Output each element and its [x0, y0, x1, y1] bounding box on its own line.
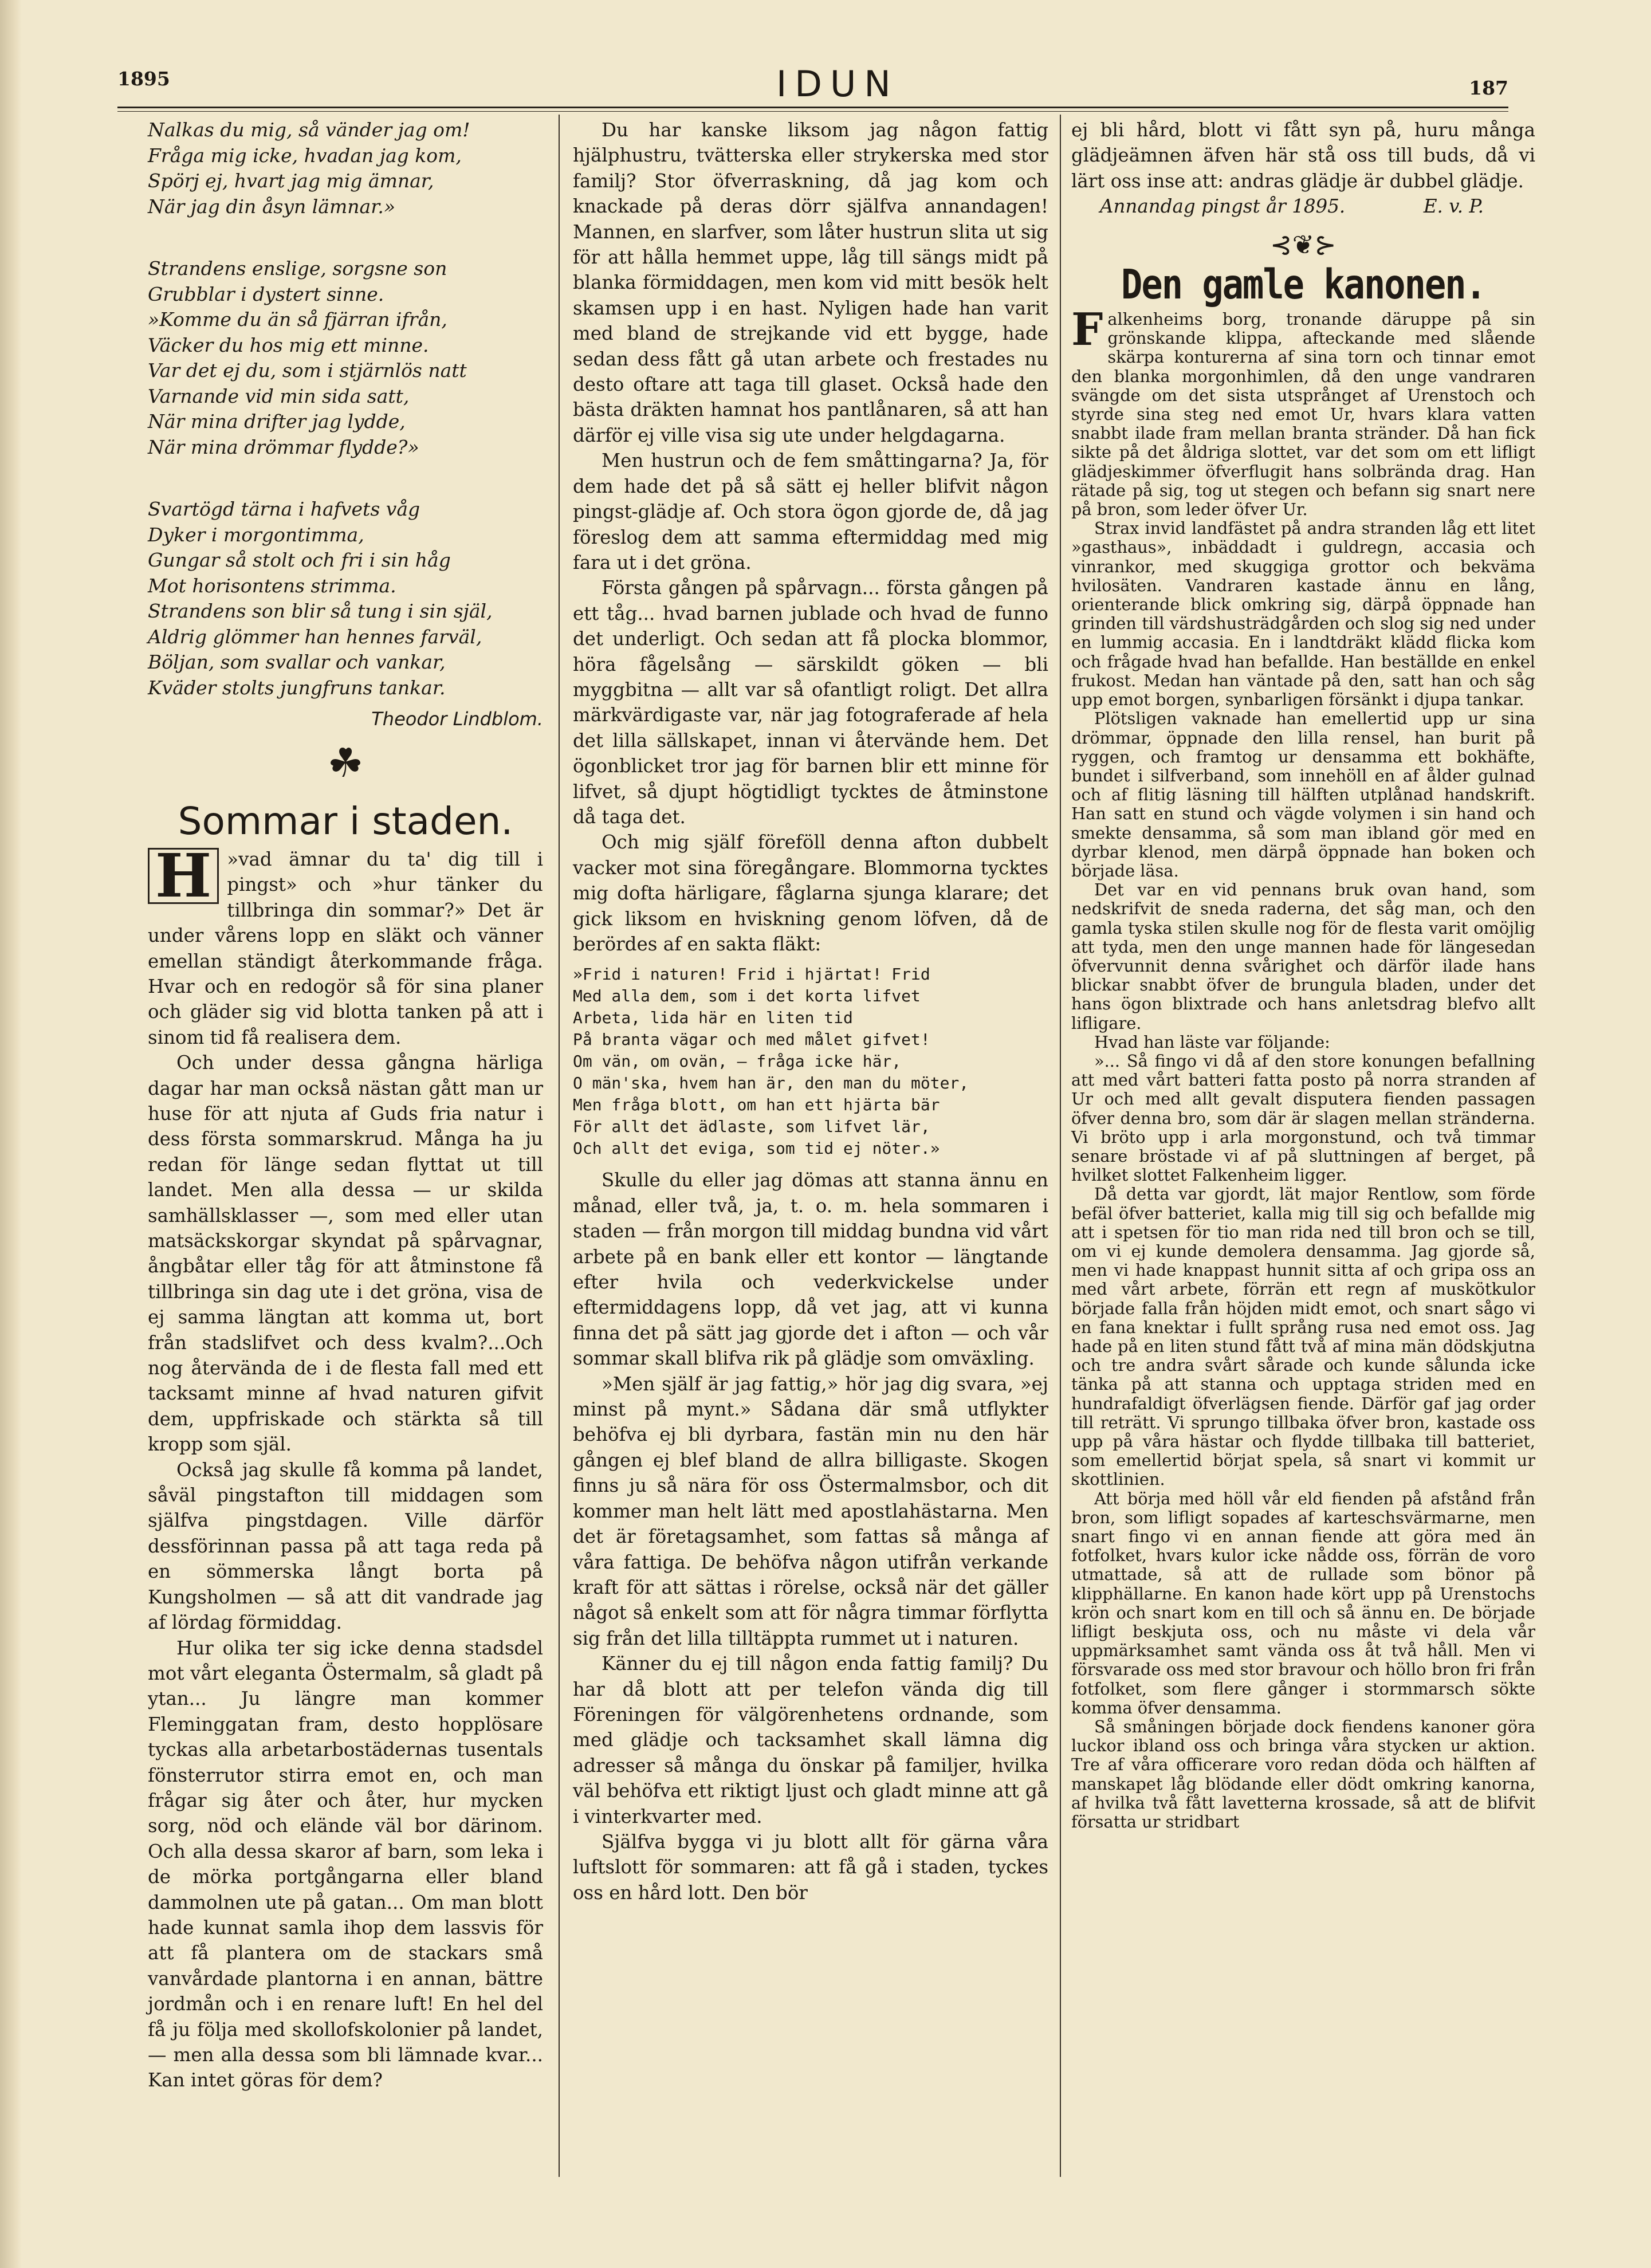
- page-edge-shadow: [0, 0, 22, 2268]
- year: 1895: [117, 68, 170, 90]
- paragraph: Och under dessa gångna härliga dagar har man också nästan gått man ur huse för att njuta af Guds fria natur i dess första sommarskrud. Många ha ju redan för länge sedan flyttat ut till landet. Men alla dessa — ur skilda samhällsklasser —, som med eller utan matsäckskorgar skyndat på spårvagnar, ångbåtar eller tåg för att åtminstone få tillbringa sin dag ute i det gröna, visa de ej samma längtan att komma ut, bort från stadslifvet och dess kvalm?...Och nog återvända de i de flesta fall med ett tacksamt minne af hvad naturen gifvit dem, uppfriskade och stärkta så till kropp som själ.: [148, 1052, 543, 1456]
- poem-line: Gungar så stolt och fri i sin håg: [148, 549, 451, 571]
- drop-cap: F: [1071, 304, 1103, 356]
- poem-line: Men fråga blott, om han ett hjärta bär: [573, 1095, 940, 1115]
- column-1: [148, 117, 543, 2093]
- drop-cap: H: [148, 848, 219, 904]
- paragraph: Plötsligen vaknade han emellertid upp ur sina drömmar, öppnade den lilla rensel, han burit på ryggen, och framtog ur densamma ett bokhäfte, bundet i silfverband, som innehöll en af ålder gulnad och af flitig läsning till hälften utplånad handskrift. Han satt en stund och vägde volymen i sin hand och smekte densamma, så som man ibland gör med en dyrbar klenod, men därpå öppnade han boken och började läsa.: [1071, 709, 1535, 881]
- paragraph: Första gången på spårvagn... första gången på ett tåg... hvad barnen jublade och hvad de funno det underligt. Och sedan att få plocka blommor, höra fågelsång — särskildt göken — bli myggbitna — allt var så ofantligt roligt. Det allra märkvärdigaste var, när jag fotograferade af hela det lilla sällskapet, innan vi återvände hem. Det ögonblicket tror jag för barnen blir ett minne för lifvet, så djupt högtidligt tycktes de åtminstone då taga det.: [573, 577, 1048, 828]
- poem-line: Och allt det eviga, som tid ej nöter.»: [573, 1139, 940, 1158]
- poem-line: Nalkas du mig, så vänder jag om!: [148, 119, 470, 141]
- column-divider: [559, 115, 560, 2177]
- poem: [148, 117, 543, 732]
- poem-line: Dyker i morgontimma,: [148, 523, 364, 546]
- paragraph: Själfva bygga vi ju blott allt för gärna våra luftslott för sommaren: att få gå i staden, tyckes oss en hård lott. Den bör: [573, 1830, 1048, 1904]
- quoted-poem: [573, 964, 1048, 1159]
- poem-line: Kväder stolts jungfruns tankar.: [148, 676, 446, 699]
- masthead: IDUN: [776, 63, 899, 105]
- paragraph: »Men själf är jag fattig,» hör jag dig svara, »ej minst på mynt.» Sådana där små utflykter behöfva ej bli dyrbara, fastän min nu den här gången ej blef bland de allra billigaste. Skogen finns ju så nära för oss Östermalmsbor, och dit kommer man helt lätt med apostlahästarna. Men det är företagsamhet, som fattas så många af våra fattiga. De behöfva någon utifrån verkande kraft för att sättas i rörelse, också när det gäller något så enkelt som att för några timmar förflytta sig från det lilla tilltäppta rummet ut i naturen.: [573, 1373, 1048, 1649]
- poem-stanza: [148, 497, 543, 701]
- signature: E. v. P.: [1423, 195, 1484, 218]
- poem-author: Theodor Lindblom.: [371, 708, 543, 730]
- poem-line: Med alla dem, som i det korta lifvet: [573, 986, 921, 1006]
- header-rule-thin: [117, 111, 1508, 112]
- poem-line: Spörj ej, hvart jag mig ämnar,: [148, 170, 434, 192]
- poem-line: Böljan, som svallar och vankar,: [148, 651, 446, 673]
- divider-ornament-icon: ⊰❦⊱: [1270, 229, 1336, 260]
- poem-line: Varnande vid min sida satt,: [148, 384, 410, 407]
- page-header: [117, 63, 1508, 108]
- paragraph: Du har kanske liksom jag någon fattig hjälphustru, tvätterska eller strykerska med stor familj? Stor öfverraskning, då jag kom och knackade på deras dörr själfva annandagen! Mannen, en slarfver, som låter hustrun slita ut sig för att hålla hemmet uppe, låg till sängs midt på blanka förmiddagen, men kom vid mitt besök helt skamsen upp i en hast. Nyligen hade han varit med bland de strejkande vid ett bygge, hade sedan dess fått gå utan arbete och frestades nu desto oftare att taga till glaset. Också hade den bästa dräkten hamnat hos pantlånaren, så att han därför ej ville visa sig ute under helgdagarna.: [573, 119, 1048, 446]
- poem-line: När mina drömmar flydde?»: [148, 435, 419, 458]
- paragraph: Känner du ej till någon enda fattig familj? Du har då blott att per telefon vända dig till Föreningen för välgörenhetens ordnande, som med glädje och tacksamhet skall lämna dig adresser så många du önskar på familjer, hvilka väl behöfva ett riktigt ljust och gladt minne att gå i vinterkvarter med.: [573, 1653, 1048, 1827]
- poem-line: När mina drifter jag lydde,: [148, 410, 406, 433]
- poem-line: När jag din åsyn lämnar.»: [148, 195, 396, 218]
- poem-line: O män'ska, hvem han är, den man du möter,: [573, 1074, 969, 1093]
- paragraph: Strax invid landfästet på andra stranden låg ett litet »gasthaus», inbäddadt i guldregn, accasia och vinrankor, med skuggiga grottor och bekväma hvilosäten. Vandraren kastade ännu en lång, orienterande blick omkring sig, därpå öppnade han grinden till värdshusträdgården och slog sig ned under en lummig accasia. En i landtdräkt klädd flicka kom och frågade hvad han befallde. Han beställde en enkel frukost. Medan han väntade på den, satt han och såg upp emot borgen, synbarligen försänkt i djupa tankar.: [1071, 518, 1535, 710]
- poem-line: »Komme du än så fjärran ifrån,: [148, 308, 447, 331]
- page-number: 187: [1469, 77, 1508, 99]
- poem-line: På branta vägar och med målet gifvet!: [573, 1030, 930, 1050]
- paragraph: Också jag skulle få komma på landet, såväl pingstafton till middagen som själfva pingstdagen. Ville därför dessförinnan passa på att taga reda på en sömmerska långt borta på Kungsholmen — så att dit vandrade jag af lördag förmiddag.: [148, 1459, 543, 1634]
- leaf-ornament-icon: ☘: [327, 739, 364, 787]
- paragraph: Då detta var gjordt, lät major Rentlow, som förde befäl öfver batteriet, kalla mig till sig och befallde mig att i spetsen för tio man rida ned till bron och se till, om vi ej kunde demolera densamma. Jag gjorde så, men vi hade knappast hunnit sitta af och gripa oss an med vårt arbete, förrän ett regn af muskötkulor började falla från höjden midt emot, och snart sågo vi en fana knektar i fullt språng rusa ned emot oss. Jag hade på en liten stund fått två af mina män dödskjutna och tre andra svårt sårade och kunde sålunda icke tänka på att stanna och upptaga striden med en hundrafaldigt öfverlägsen fiende. Därför gaf jag order till reträtt. Vi sprungo tillbaka öfver bron, kastade oss upp på våra hästar och flydde tillbaka till batteriet, som emellertid börjat spela, så snart vi kommit ur skottlinien.: [1071, 1184, 1535, 1489]
- poem-stanza: [148, 256, 543, 460]
- poem-line: Fråga mig icke, hvadan jag kom,: [148, 144, 462, 167]
- poem-line: Var det ej du, som i stjärnlös natt: [148, 359, 467, 382]
- poem-line: Mot horisontens strimma.: [148, 574, 396, 597]
- paragraph: »... Så fingo vi då af den store konungen befallning att med vårt batteri fatta posto på norra stranden af Ur och med allt gevalt disputera fienden passagen öfver denna bro, som där är slagen mellan stränderna. Vi bröto upp i arla morgonstund, och två timmar senare bröstade vi af på sluttningen af berget, på hvilket slottet Falkenheim ligger.: [1071, 1051, 1535, 1185]
- poem-line: Svartögd tärna i hafvets våg: [148, 498, 420, 520]
- article-title: Den gamle kanonen.: [1121, 260, 1485, 308]
- poem-line: Grubblar i dystert sinne.: [148, 282, 384, 305]
- poem-line: Strandens enslige, sorgsne son: [148, 257, 447, 280]
- poem-line: Väcker du hos mig ett minne.: [148, 333, 429, 356]
- paragraph: Men hustrun och de fem småttingarna? Ja, för dem hade det på så sätt ej heller blifvit någon pingst-glädje af. Och stora ögon gjorde de, då jag föreslog dem att samma eftermiddag med mig fara ut i det gröna.: [573, 450, 1048, 573]
- paragraph: Hvad han läste var följande:: [1094, 1032, 1330, 1052]
- paragraph: Det var en vid pennans bruk ovan hand, som nedskrifvit de sneda raderna, det såg man, och den gamla tyska stilen skulle nog för de flesta varit omöjlig att tyda, men den unge mannen hade för längesedan öfvervunnit denna svårighet och därför ilade hans blickar snabbt öfver de brungula bladen, under det hans ögon blixtrade och hans anletsdrag blefvo allt lifligare.: [1071, 880, 1535, 1033]
- paragraph: ej bli hård, blott vi fått syn på, huru många glädjeämnen äfven här stå oss till buds, då vi lärt oss inse att: andras glädje är dubbel glädje.: [1071, 119, 1535, 192]
- date: Annandag pingst år 1895.: [1100, 195, 1346, 218]
- poem-stanza: [148, 117, 543, 219]
- header-rule: [117, 107, 1508, 108]
- dateline: [1071, 194, 1535, 219]
- paragraph: Så småningen började dock fiendens kanoner göra luckor ibland oss och bringa våra stycken ur aktion. Tre af våra officerare voro redan döda och hälften af manskapet låg blödande eller dödt omkring kanorna, af hvilka två fått lavetterna krossade, så att de blifvit försatta ur stridbart: [1071, 1717, 1535, 1832]
- paragraph: H »vad ämnar du ta' dig till i pingst» och »hur tänker du tillbringa din sommar?» Det är under vårens lopp en släkt och vänner emellan ständigt återkommande fråga. Hvar och en redogör så för sina planer och gläder sig vid blotta tanken på att i sinom tid få realisera dem.: [148, 840, 543, 1048]
- article-body: [1071, 304, 1535, 1832]
- column-2: [573, 117, 1048, 1905]
- poem-line: Arbeta, lida här en liten tid: [573, 1008, 853, 1028]
- column-3: [1071, 117, 1535, 1831]
- poem-line: Om vän, om ovän, — fråga icke här,: [573, 1052, 902, 1071]
- paragraph: Och mig själf föreföll denna afton dubbelt vacker mot sina föregångare. Blommorna tycktes mig dofta härligare, fåglarna sjunga klarare; det gick liksom en hviskning genom löfven, då de berördes af en sakta fläkt:: [573, 831, 1048, 955]
- column-divider: [1060, 115, 1061, 2177]
- paragraph: Falkenheims borg, tronande däruppe på sin grönskande klippa, afteckande med slående skärpa konturerna af sina torn och tinnar emot den blanka morgonhimlen, då den unge vandraren svängde om det sista utsprånget af Urenstoch och styrde sina steg ned emot Ur, hvars klara vatten snabbt ilade fram mellan branta stränder. Då han fick sikte på det åldriga slottet, var det som om ett lifligt glädjeskimmer öfverflugit hans solbrända drag. Han rätade på sig, tog ut stegen och befann sig snart nere på bron, som leder öfver Ur.: [1071, 304, 1535, 520]
- paragraph: Skulle du eller jag dömas att stanna ännu en månad, eller två, ja, t. o. m. hela sommaren i staden — från morgon till middag bundna vid vårt arbete på en bank eller ett kontor — längtande efter hvila och vederkvickelse under eftermiddagens lopp, då vet jag, att vi kunna finna det på sätt jag gjorde det i afton — och vår sommar skall blifva rik på glädje som omväxling.: [573, 1169, 1048, 1370]
- poem-line: Aldrig glömmer han hennes farväl,: [148, 625, 482, 648]
- poem-line: »Frid i naturen! Frid i hjärtat! Frid: [573, 965, 930, 984]
- paragraph: Hur olika ter sig icke denna stadsdel mot vårt eleganta Östermalm, så gladt på ytan... Ju längre man kommer Fleminggatan fram, desto hopplösare tyckas alla arbetarbostädernas tusentals fönsterrutor stirra emot en, och man frågar sig åter och åter, hur mycken sorg, nöd och elände väl bor därinom. Och alla dessa skaror af barn, som leka i de mörka portgångarna eller bland dammolnen ute på gatan... Om man blott hade kunnat samla ihop dem lassvis för att få plantera om de stackars små vanvårdade plantorna i en annan, bättre jordmån och i en renare luft! En hel del få ju följa med skollofskolonier på landet, — men alla dessa som bli lämnade kvar... Kan intet göras för dem?: [148, 1637, 543, 2092]
- poem-line: Strandens son blir så tung i sin själ,: [148, 600, 493, 622]
- poem-line: För allt det ädlaste, som lifvet lär,: [573, 1117, 930, 1137]
- article-title: Sommar i staden.: [178, 799, 513, 843]
- paragraph: Att börja med höll vår eld fienden på afstånd från bron, som lifligt sopades af karteschsvärmarne, men snart fingo vi en annan fiende att göra med än fotfolket, hvars kulor icke nådde oss, förrän de voro utmattade, så att de rullade som bönor på klipphällarne. En kanon hade kört upp på Urenstochs krön och snart kom en till och så ännu en. De började lifligt beskjuta oss, och nu måste vi dela vår uppmärksamhet samt vända oss åt två håll. Men vi försvarade oss med stor bravour och höllo bron fri från fotfolket, som flere gånger i stormmarsch sökte komma öfver densamma.: [1071, 1488, 1535, 1717]
